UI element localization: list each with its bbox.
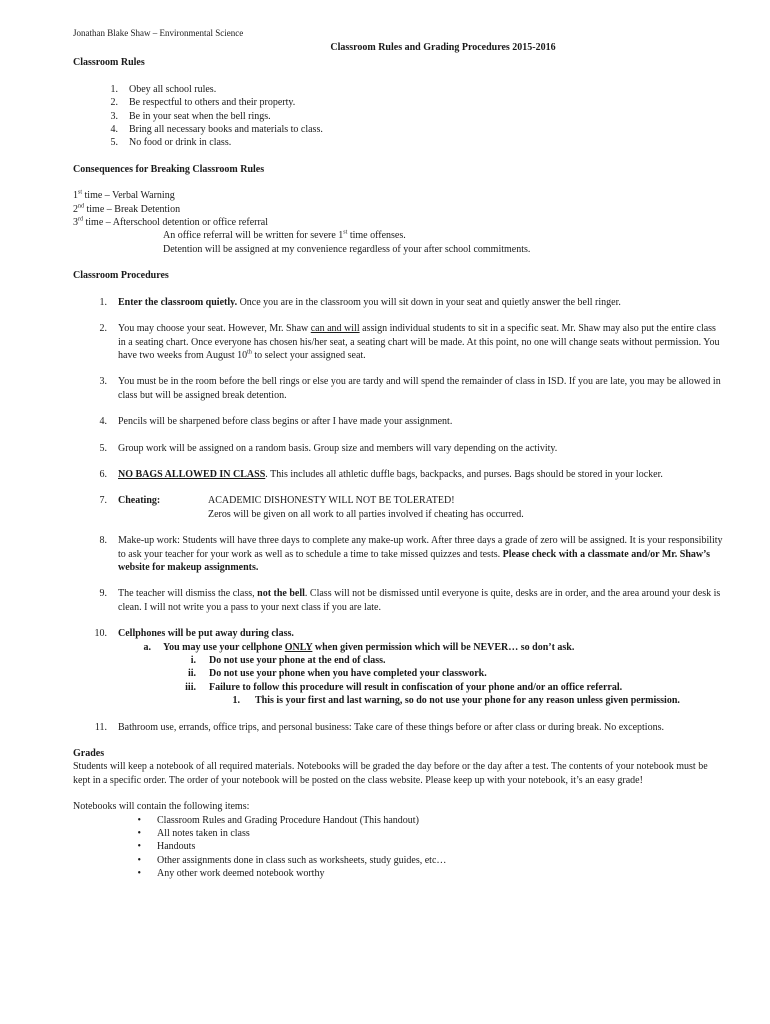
document-title: Classroom Rules and Grading Procedures 2015-2016 (330, 42, 556, 53)
procedure-item: 3. You must be in the room before the bell rings or else you are tardy and will spend the remainder of class in ISD. If you are late, you may be allowed in class but will be assigned break detention. (73, 375, 723, 402)
procedure-item: 6. NO BAGS ALLOWED IN CLASS. This includes all athletic duffle bags, backpacks, and purses. Bags should be stored in your locker. (73, 468, 723, 481)
consequence-second: 2nd time – Break Detention (73, 203, 181, 215)
list-number: 3. (110, 110, 118, 122)
procedure-item: 5. Group work will be assigned on a random basis. Group size and members will vary depending on the activity. (73, 442, 723, 455)
procedure-number: 3. (99, 376, 107, 388)
list-number: 1. (110, 83, 118, 95)
list-text: Bring all necessary books and materials to class. (129, 124, 323, 136)
consequence-first: 1st time – Verbal Warning (73, 189, 175, 202)
consequence-third: 3rd time – Afterschool detention or office referral (73, 216, 269, 229)
procedure-number: 10. (94, 628, 107, 640)
procedure-item: 8. Make-up work: Students will have three days to complete any make-up work. After three days a grade of zero will be assigned. It is your responsibility to ask your teacher for your work as well as to schedule a time to take missed quizzes and tests. Please check with a classmate and/or Mr. Shaw’s website for makeup assignments. (73, 534, 723, 574)
consequences-heading: Consequences for Breaking Classroom Rules (73, 163, 265, 175)
procedure-number: 8. (99, 535, 107, 547)
author-line: Jonathan Blake Shaw – Environmental Science (73, 28, 244, 38)
procedure-number: 4. (99, 416, 107, 428)
procedure-number: 2. (99, 323, 107, 335)
grades-paragraph: Students will keep a notebook of all required materials. Notebooks will be graded the day before or the day after a test. The contents of your notebook must be kept in a specific order. The order of your notebook will be posted on the class website. Please keep up with your notebook, it’s an easy grade! (73, 761, 708, 786)
list-item (73, 96, 723, 109)
list-item (73, 123, 723, 136)
procedure-item: 11. Bathroom use, errands, office trips, and personal business: Take care of these things before or after class or during break. No exceptions. (73, 721, 723, 734)
list-item: • Handouts (137, 841, 196, 853)
procedure-number: 7. (99, 495, 107, 507)
document-page (73, 27, 723, 881)
list-number: 2. (110, 97, 118, 109)
list-item: • All notes taken in class (137, 828, 250, 840)
procedure-item: 1. Enter the classroom quietly. Once you are in the classroom you will sit down in your seat and quietly answer the bell ringer. (73, 296, 723, 309)
list-text: Be respectful to others and their property. (129, 97, 296, 109)
procedure-number: 1. (99, 296, 107, 308)
classroom-rules-heading: Classroom Rules (73, 57, 145, 69)
list-item: • Classroom Rules and Grading Procedure Handout (This handout) (137, 814, 419, 826)
procedure-number: 6. (99, 468, 107, 480)
consequence-note-referral: An office referral will be written for severe 1st time offenses. (163, 230, 406, 242)
notebook-items-list (73, 814, 723, 881)
list-text: No food or drink in class. (129, 137, 232, 149)
procedure-item: 7. Cheating: ACADEMIC DISHONESTY WILL NOT BE TOLERATED! Zeros will be given on all work to all parties involved if cheating has occurred. (73, 494, 723, 521)
procedure-item: 9. The teacher will dismiss the class, not the bell. Class will not be dismissed until everyone is quite, desks are in order, and the area around your desk is clean. I will not write you a pass to your next class if you are late. (73, 587, 723, 614)
list-item (73, 136, 723, 149)
list-item (73, 110, 723, 123)
list-item (73, 83, 723, 96)
procedure-item: 4. Pencils will be sharpened before class begins or after I have made your assignment. (73, 415, 723, 428)
procedure-item: 10. Cellphones will be put away during class. a. You may use your cellphone ONLY when given permission which will be NEVER… so don’t ask. i. Do not use your phone at the end of class. ii. Do not use your phone when you have completed your classwork. iii. Failure to follow this procedure will result in confiscation of your phone and/or an office referral. 1. This is your first and last warning, so do not use your phone for any reason unless given permission. (73, 627, 723, 707)
list-item: • Any other work deemed notebook worthy (137, 868, 325, 880)
notebook-list-intro: Notebooks will contain the following items: (73, 801, 250, 813)
classroom-rules-list (73, 83, 723, 150)
list-number: 5. (110, 137, 118, 149)
consequence-note-detention: Detention will be assigned at my convenience regardless of your after school commitments. (163, 243, 531, 255)
list-item: • Other assignments done in class such as worksheets, study guides, etc… (137, 854, 447, 866)
grades-heading: Grades (73, 748, 105, 760)
procedures-heading: Classroom Procedures (73, 270, 169, 282)
procedure-number: 5. (99, 442, 107, 454)
procedure-item: 2. You may choose your seat. However, Mr. Shaw can and will assign individual students to sit in a specific seat. Mr. Shaw may also put the entire class in a seating chart. Once everyone has chosen his/her seat, a seating chart will be made. At this point, no one will change seats without permission. You have two weeks from August 10th to select your assigned seat. (73, 322, 723, 362)
list-text: Be in your seat when the bell rings. (129, 110, 271, 122)
list-number: 4. (110, 124, 118, 136)
list-text: Obey all school rules. (129, 83, 217, 95)
procedure-number: 11. (94, 721, 107, 733)
procedure-number: 9. (99, 588, 107, 600)
